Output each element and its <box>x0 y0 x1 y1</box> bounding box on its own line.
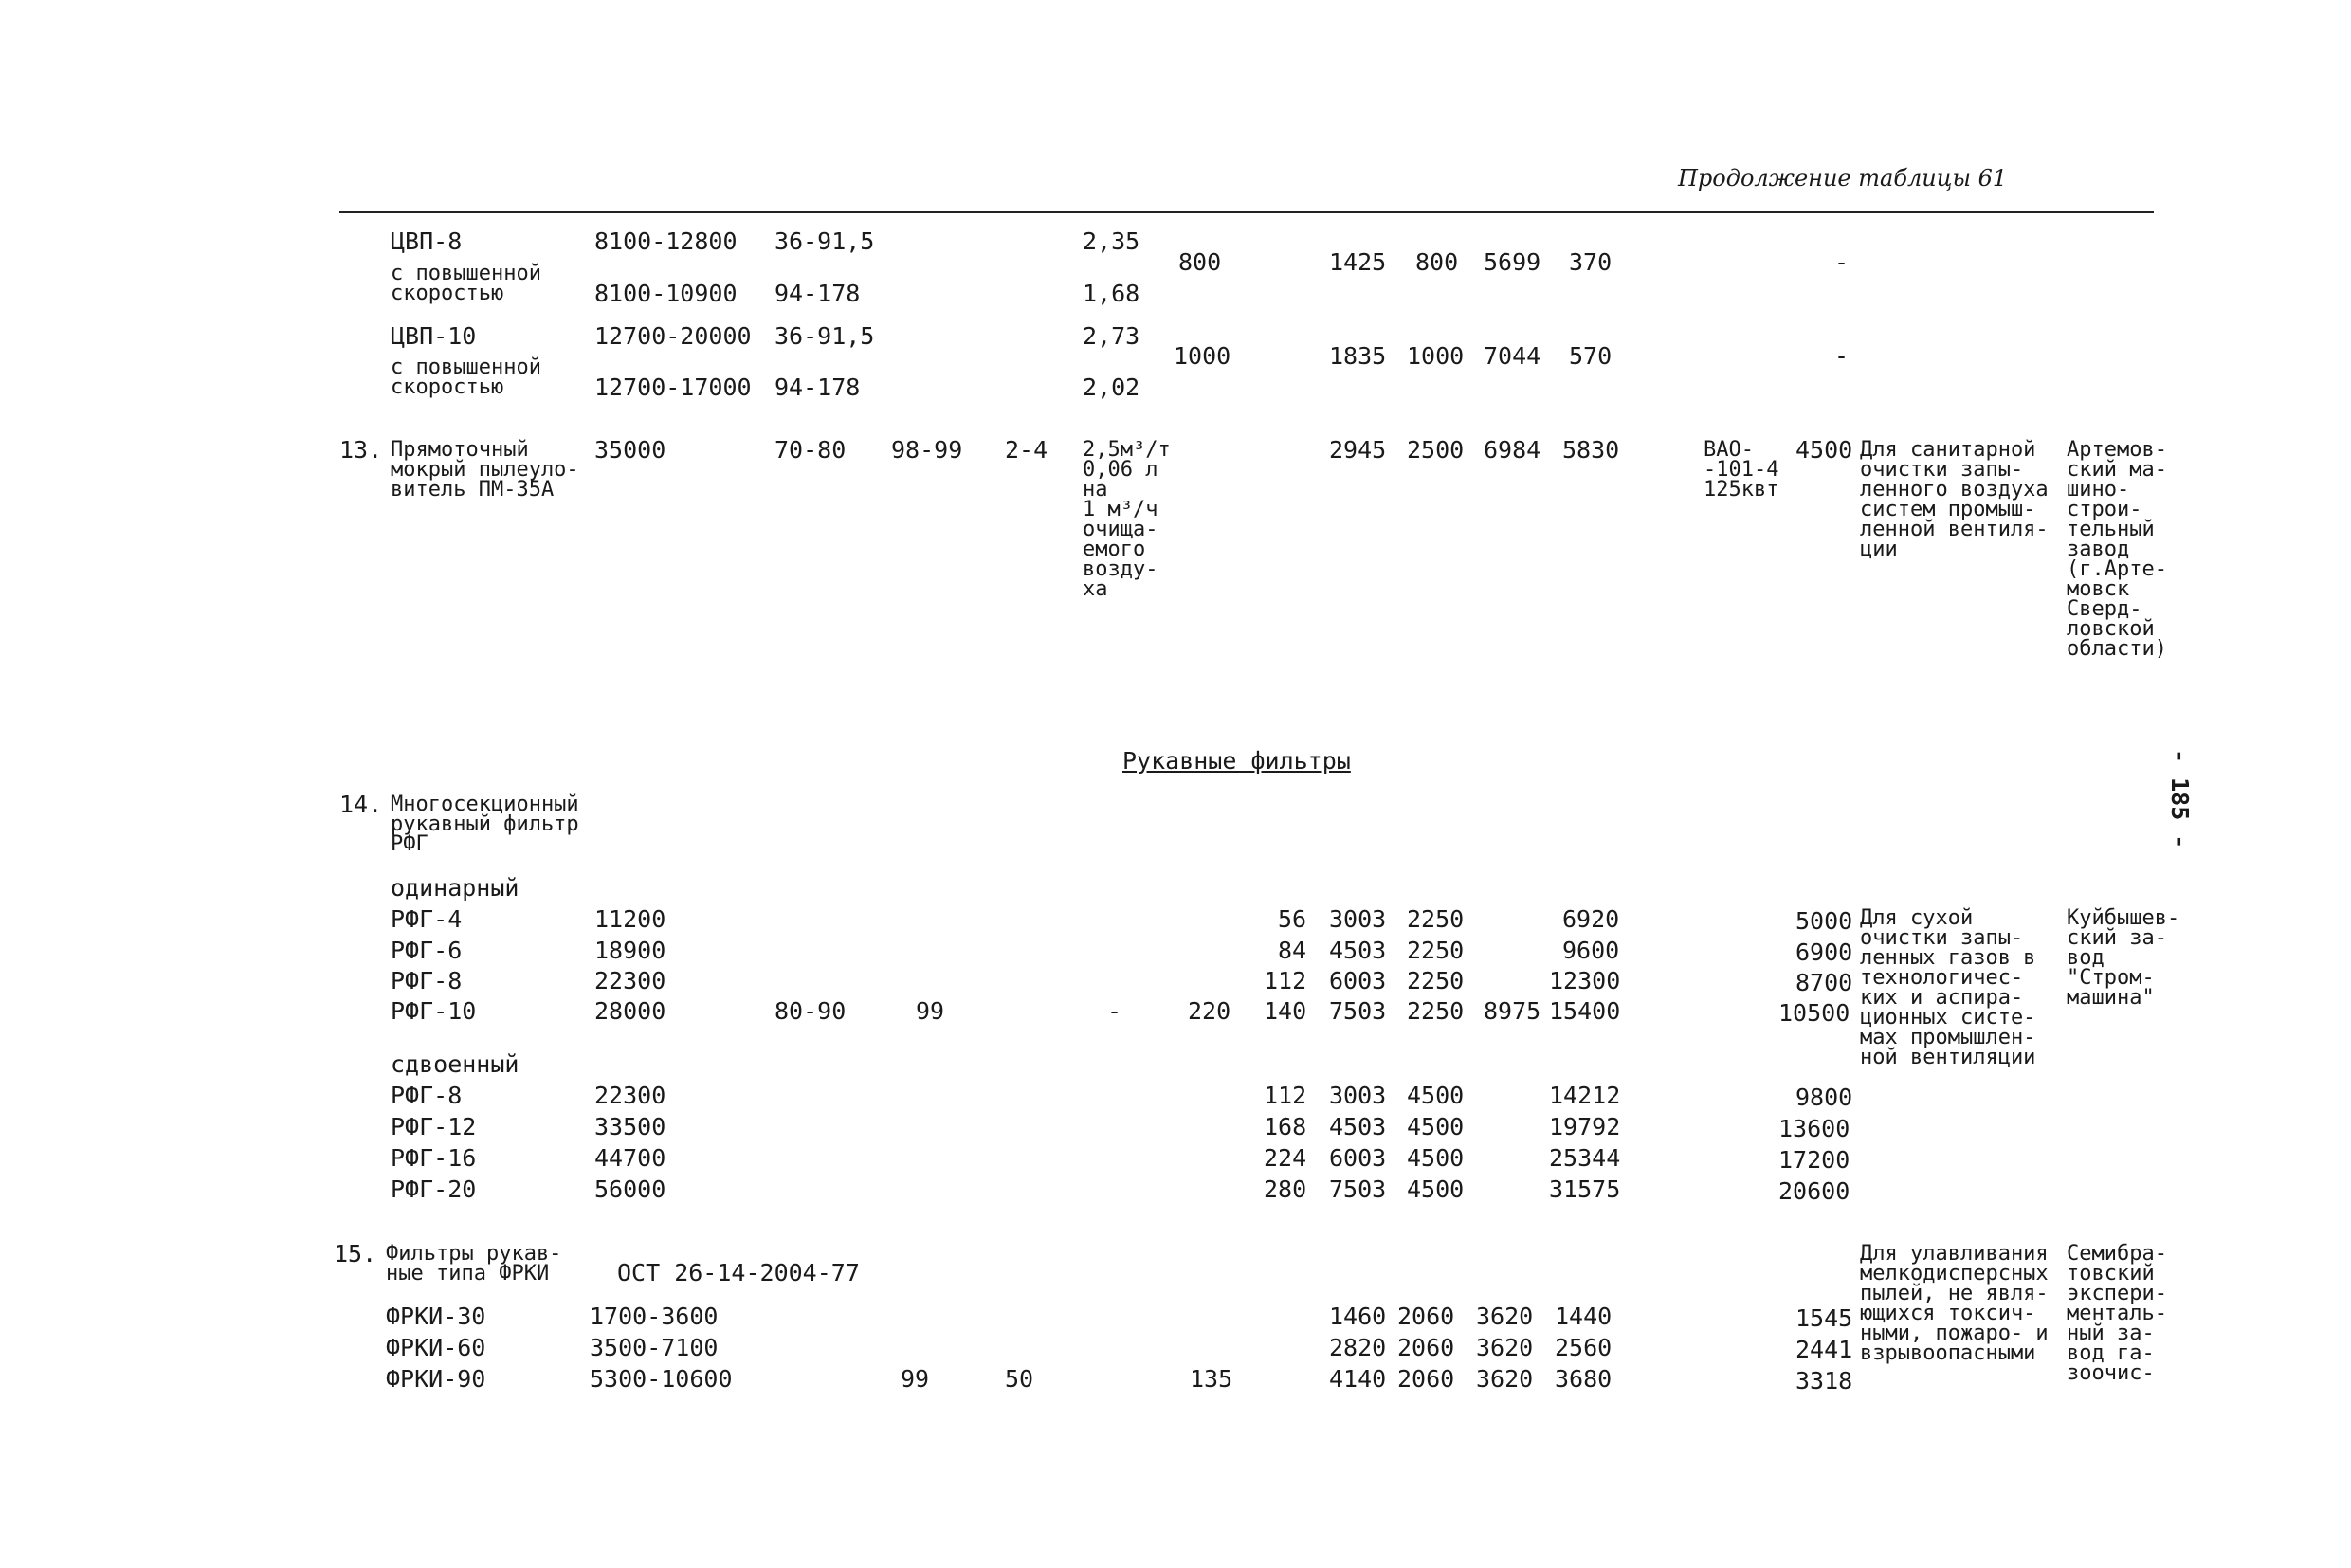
cvp8-dash: - <box>1834 248 1850 276</box>
frki-3-c: 2060 <box>1397 1365 1455 1393</box>
item13-res: 2-4 <box>1005 436 1048 464</box>
frki-1-flow: 1700-3600 <box>590 1303 719 1330</box>
frki-1-e: 1440 <box>1555 1303 1613 1330</box>
rfg-s3-flow: 22300 <box>594 967 666 994</box>
frki-2-m: 2441 <box>1795 1336 1853 1363</box>
row-cvp10-fast-flow: 12700-17000 <box>594 374 752 401</box>
rfg-d4-flow: 56000 <box>594 1176 666 1203</box>
frki-3-d: 3620 <box>1476 1365 1534 1393</box>
item15-purpose: Для улавливания мелкодисперсных пылей, не явля- ющихся токсич- ными, пожаро- и взрывоопасными <box>1860 1242 2049 1365</box>
frki-1-d: 3620 <box>1476 1303 1534 1330</box>
rfg-d4-e: 31575 <box>1549 1176 1621 1203</box>
item15-name: Фильтры рукав- ные типа ФРКИ <box>386 1242 562 1285</box>
rfg-d2-m: 13600 <box>1778 1115 1850 1142</box>
item13-mass: 4500 <box>1795 436 1853 464</box>
frki-1-c: 2060 <box>1397 1303 1455 1330</box>
rfg-d3-m: 17200 <box>1778 1146 1850 1174</box>
rfg-temp: 80-90 <box>775 997 847 1025</box>
rfg-d3-a: 224 <box>1264 1144 1307 1172</box>
cvp8-val-3: 800 <box>1415 248 1459 276</box>
row-cvp10-fast-temp: 94-178 <box>775 374 861 401</box>
rfg-d1-c: 4500 <box>1407 1082 1465 1109</box>
item14-maker: Куйбышев- ский за- вод "Стром- машина" <box>2067 906 2180 1010</box>
rfg-d1-flow: 22300 <box>594 1082 666 1109</box>
item13-purpose: Для санитарной очистки запы- ленного воздуха систем промыш- ленной вентиля- ции <box>1860 438 2049 561</box>
rfg-s2-c: 2250 <box>1407 937 1465 964</box>
rfg-load: 220 <box>1188 997 1231 1025</box>
frki-3-b: 4140 <box>1329 1365 1387 1393</box>
rfg-s2-b: 4503 <box>1329 937 1387 964</box>
row-cvp8-fast-flow: 8100-10900 <box>594 280 738 307</box>
item13-water: 2,5м³/т 0,06 л на 1 м³/ч очища- емого возду- ха <box>1083 438 1171 601</box>
rfg-d1-m: 9800 <box>1795 1084 1853 1111</box>
item13-val-1: 2945 <box>1329 436 1387 464</box>
rfg-d4-name: РФГ-20 <box>391 1176 477 1203</box>
frki-3-m: 3318 <box>1795 1367 1853 1395</box>
rfg-s2-name: РФГ-6 <box>391 937 463 964</box>
page-number: - 185 - <box>2166 749 2194 849</box>
cvp10-val-1: 1000 <box>1174 342 1231 370</box>
rfg-d3-e: 25344 <box>1549 1144 1621 1172</box>
rfg-s3-m: 8700 <box>1795 969 1853 996</box>
frki-1-m: 1545 <box>1795 1304 1853 1332</box>
row-cvp10-temp: 36-91,5 <box>775 322 875 350</box>
rfg-d1-name: РФГ-8 <box>391 1082 463 1109</box>
page-header: Продолжение таблицы 61 <box>1678 165 2008 191</box>
rfg-d2-flow: 33500 <box>594 1113 666 1140</box>
row-cvp8-fast-temp: 94-178 <box>775 280 861 307</box>
row-cvp8-flow: 8100-12800 <box>594 228 738 255</box>
rfg-d3-name: РФГ-16 <box>391 1144 477 1172</box>
rfg-d4-b: 7503 <box>1329 1176 1387 1203</box>
rfg-res: - <box>1107 997 1122 1025</box>
cvp8-val-4: 5699 <box>1484 248 1541 276</box>
row-cvp10-flow: 12700-20000 <box>594 322 752 350</box>
item13-val-2: 2500 <box>1407 436 1465 464</box>
rfg-s3-a: 112 <box>1264 967 1307 994</box>
rfg-s4-m: 10500 <box>1778 999 1850 1027</box>
rfg-d2-name: РФГ-12 <box>391 1113 477 1140</box>
item14-purpose: Для сухой очистки запы- ленных газов в технологичес- ких и аспира- ционных систе- мах промышлен- ной вентиляции <box>1860 906 2036 1069</box>
item14-number: 14. <box>339 791 383 818</box>
rfg-s1-flow: 11200 <box>594 905 666 933</box>
cvp8-val-2: 1425 <box>1329 248 1387 276</box>
rfg-s2-e: 9600 <box>1562 937 1620 964</box>
rfg-s1-a: 56 <box>1278 905 1307 933</box>
item15-number: 15. <box>334 1240 377 1267</box>
frki-3-name: ФРКИ-90 <box>386 1365 486 1393</box>
item13-motor: ВАО- -101-4 125квт <box>1704 438 1779 501</box>
frki-eff: 99 <box>901 1365 930 1393</box>
item14-single-label: одинарный <box>391 874 519 902</box>
rfg-s1-b: 3003 <box>1329 905 1387 933</box>
frki-load: 135 <box>1190 1365 1233 1393</box>
frki-2-c: 2060 <box>1397 1334 1455 1361</box>
item13-flow: 35000 <box>594 436 666 464</box>
cvp8-val-5: 370 <box>1569 248 1613 276</box>
frki-res: 50 <box>1005 1365 1034 1393</box>
rfg-s3-name: РФГ-8 <box>391 967 463 994</box>
rfg-s4-e: 15400 <box>1549 997 1621 1025</box>
rfg-d4-m: 20600 <box>1778 1177 1850 1205</box>
frki-2-name: ФРКИ-60 <box>386 1334 486 1361</box>
frki-1-b: 1460 <box>1329 1303 1387 1330</box>
rfg-d2-c: 4500 <box>1407 1113 1465 1140</box>
frki-2-flow: 3500-7100 <box>590 1334 719 1361</box>
row-cvp8-fast-coef: 1,68 <box>1083 280 1140 307</box>
rfg-d3-flow: 44700 <box>594 1144 666 1172</box>
row-cvp10-fast-coef: 2,02 <box>1083 374 1140 401</box>
rfg-s2-m: 6900 <box>1795 939 1853 966</box>
rfg-eff: 99 <box>916 997 945 1025</box>
frki-3-e: 3680 <box>1555 1365 1613 1393</box>
rfg-s1-e: 6920 <box>1562 905 1620 933</box>
frki-2-e: 2560 <box>1555 1334 1613 1361</box>
header-rule <box>339 211 2154 213</box>
rfg-d2-e: 19792 <box>1549 1113 1621 1140</box>
rfg-s2-flow: 18900 <box>594 937 666 964</box>
frki-3-flow: 5300-10600 <box>590 1365 733 1393</box>
frki-2-b: 2820 <box>1329 1334 1387 1361</box>
rfg-s4-name: РФГ-10 <box>391 997 477 1025</box>
rfg-s3-b: 6003 <box>1329 967 1387 994</box>
section-title: Рукавные фильтры <box>1122 747 1351 775</box>
row-cvp8-fast-name: с повышенной скоростью <box>391 262 541 305</box>
rfg-d2-b: 4503 <box>1329 1113 1387 1140</box>
item14-name: Многосекционный рукавный фильтр РФГ <box>391 793 579 856</box>
item15-maker: Семибра- товский экспери- менталь- ный за- вод га- зоочис- <box>2067 1242 2167 1385</box>
rfg-d3-b: 6003 <box>1329 1144 1387 1172</box>
cvp10-val-4: 7044 <box>1484 342 1541 370</box>
rfg-d1-b: 3003 <box>1329 1082 1387 1109</box>
item13-name: Прямоточный мокрый пылеуло- витель ПМ-35А <box>391 438 579 501</box>
rfg-d1-a: 112 <box>1264 1082 1307 1109</box>
rfg-s3-c: 2250 <box>1407 967 1465 994</box>
row-cvp8-name: ЦВП-8 <box>391 228 463 255</box>
item13-number: 13. <box>339 436 383 464</box>
rfg-d4-c: 4500 <box>1407 1176 1465 1203</box>
rfg-s4-c: 2250 <box>1407 997 1465 1025</box>
cvp10-val-5: 570 <box>1569 342 1613 370</box>
rfg-d4-a: 280 <box>1264 1176 1307 1203</box>
cvp10-val-2: 1835 <box>1329 342 1387 370</box>
cvp8-val-1: 800 <box>1178 248 1222 276</box>
rfg-d2-a: 168 <box>1264 1113 1307 1140</box>
rfg-s1-name: РФГ-4 <box>391 905 463 933</box>
row-cvp8-temp: 36-91,5 <box>775 228 875 255</box>
rfg-s4-d: 8975 <box>1484 997 1541 1025</box>
item14-double-label: сдвоенный <box>391 1050 519 1078</box>
frki-1-name: ФРКИ-30 <box>386 1303 486 1330</box>
rfg-s4-flow: 28000 <box>594 997 666 1025</box>
row-cvp10-name: ЦВП-10 <box>391 322 477 350</box>
item13-temp: 70-80 <box>775 436 847 464</box>
item15-standard: ОСТ 26-14-2004-77 <box>617 1259 860 1286</box>
frki-2-d: 3620 <box>1476 1334 1534 1361</box>
rfg-s2-a: 84 <box>1278 937 1307 964</box>
item13-val-4: 5830 <box>1562 436 1620 464</box>
item13-val-3: 6984 <box>1484 436 1541 464</box>
rfg-s4-a: 140 <box>1264 997 1307 1025</box>
item13-eff: 98-99 <box>891 436 963 464</box>
row-cvp10-fast-name: с повышенной скоростью <box>391 356 541 399</box>
cvp10-val-3: 1000 <box>1407 342 1465 370</box>
rfg-s3-e: 12300 <box>1549 967 1621 994</box>
cvp10-dash: - <box>1834 342 1850 370</box>
rfg-d1-e: 14212 <box>1549 1082 1621 1109</box>
row-cvp10-coef: 2,73 <box>1083 322 1140 350</box>
item13-maker: Артемов- ский ма- шино- строи- тельный завод (г.Арте- мовск Сверд- ловской области) <box>2067 438 2167 661</box>
rfg-s1-c: 2250 <box>1407 905 1465 933</box>
rfg-s4-b: 7503 <box>1329 997 1387 1025</box>
rfg-s1-m: 5000 <box>1795 907 1853 935</box>
rfg-d3-c: 4500 <box>1407 1144 1465 1172</box>
row-cvp8-coef: 2,35 <box>1083 228 1140 255</box>
